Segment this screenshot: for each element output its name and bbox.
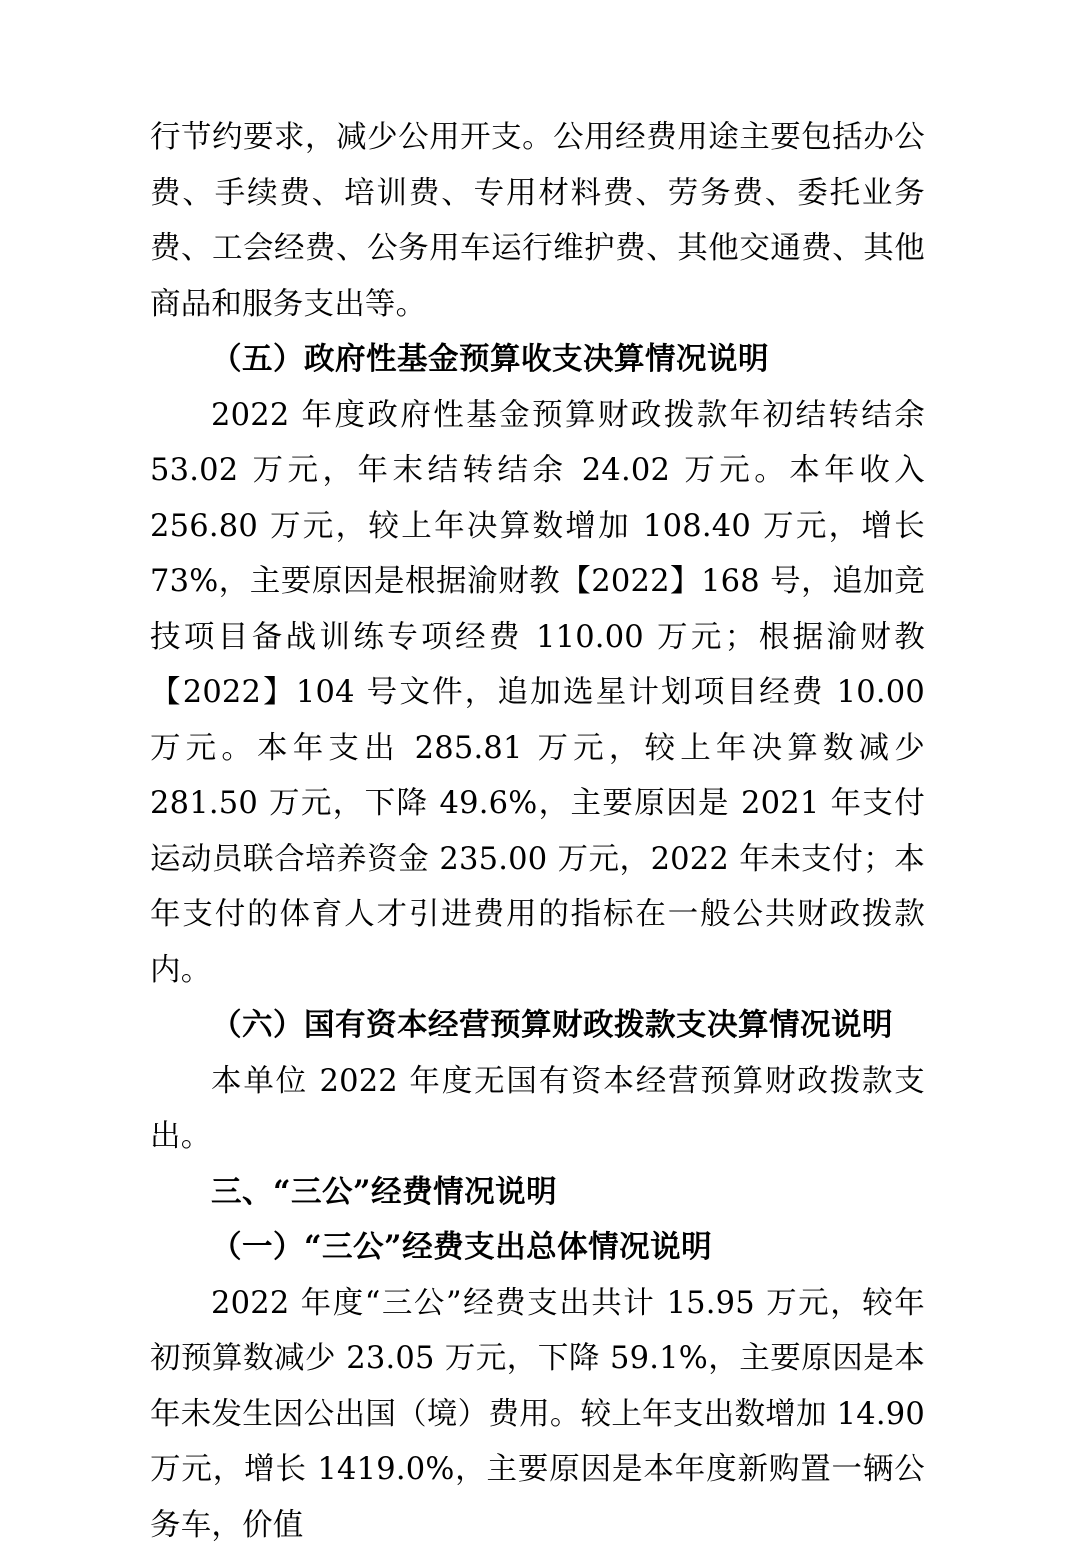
section-heading: （五）政府性基金预算收支决算情况说明	[150, 332, 925, 388]
section-heading: 三、“三公”经费情况说明	[150, 1165, 925, 1221]
section-heading: （六）国有资本经营预算财政拨款支决算情况说明	[150, 998, 925, 1054]
body-paragraph: 行节约要求，减少公用开支。公用经费用途主要包括办公费、手续费、培训费、专用材料费、劳务费、委托业务费、工会经费、公务用车运行维护费、其他交通费、其他商品和服务支出等。	[150, 110, 925, 332]
body-paragraph: 本单位 2022 年度无国有资本经营预算财政拨款支出。	[150, 1054, 925, 1165]
body-paragraph: 2022 年度“三公”经费支出共计 15.95 万元，较年初预算数减少 23.05 万元，下降 59.1%，主要原因是本年未发生因公出国（境）费用。较上年支出数增加 14.90 万元，增长 1419.0%，主要原因是本年度新购置一辆公务车，价值	[150, 1276, 925, 1553]
body-paragraph: 2022 年度政府性基金预算财政拨款年初结转结余 53.02 万元，年末结转结余 24.02 万元。本年收入 256.80 万元，较上年决算数增加 108.40 万元，增长 73%，主要原因是根据渝财教【2022】168 号，追加竞技项目备战训练专项经费 110.00 万元；根据渝财教【2022】104 号文件，追加选星计划项目经费 10.00 万元。本年支出 285.81 万元，较上年决算数减少 281.50 万元，下降 49.6%，主要原因是 2021 年支付运动员联合培养资金 235.00 万元，2022 年未支付；本年支付的体育人才引进费用的指标在一般公共财政拨款内。	[150, 388, 925, 999]
document-body	[150, 110, 925, 1553]
section-heading: （一）“三公”经费支出总体情况说明	[150, 1220, 925, 1276]
